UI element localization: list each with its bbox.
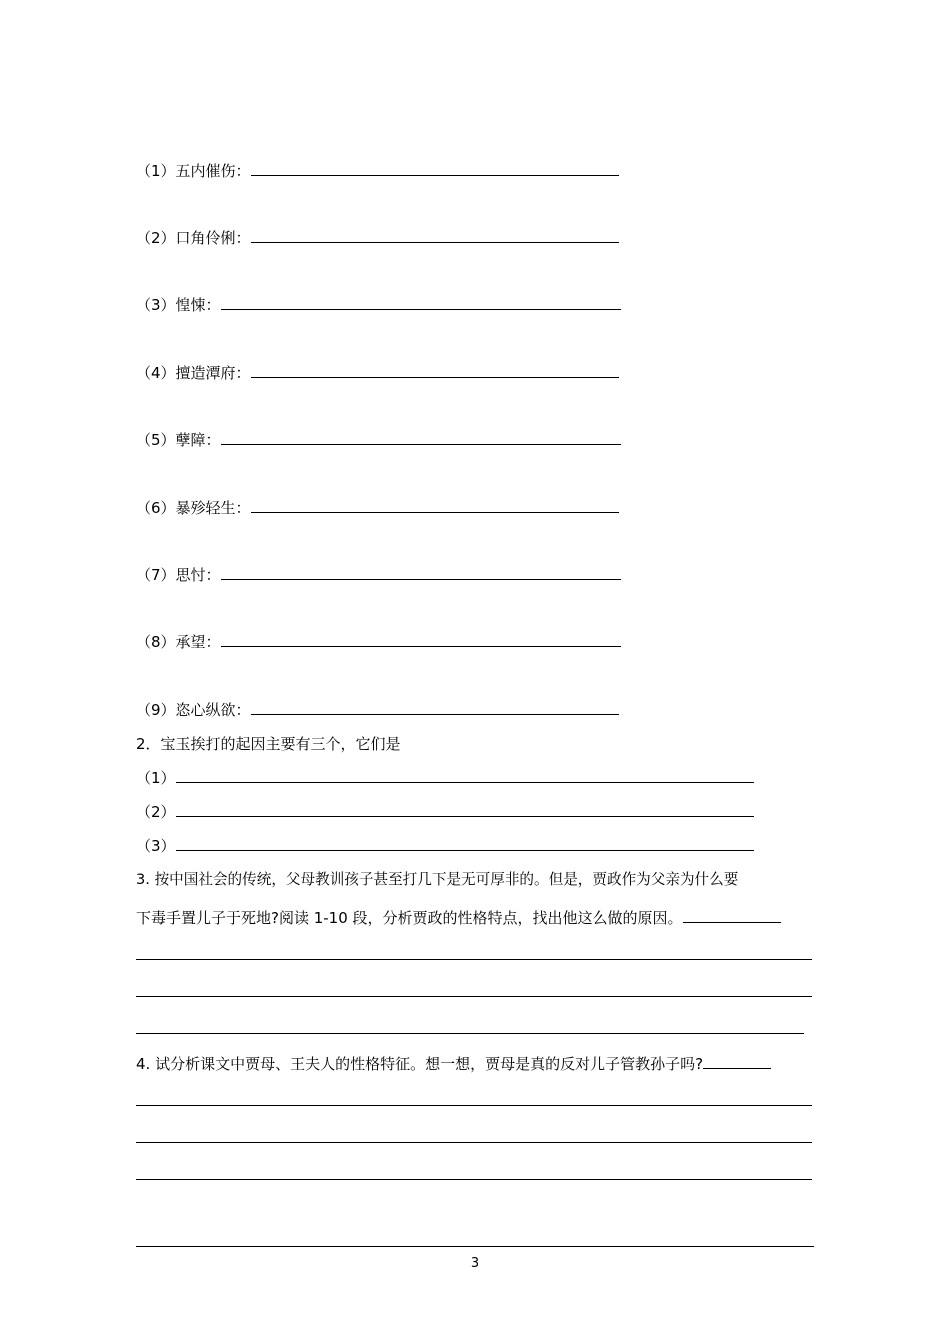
vocab-item-7 xyxy=(136,565,621,585)
vocab-label: （2）口角伶俐： xyxy=(136,229,251,247)
question-3-text-1: 3. 按中国社会的传统，父母教训孩子甚至打几下是无可厚非的。但是，贾政作为父亲为什么要 xyxy=(136,871,739,888)
vocab-label: （4）擅造潭府： xyxy=(136,364,251,382)
answer-blank[interactable] xyxy=(251,228,619,243)
answer-line[interactable] xyxy=(136,1105,812,1106)
question-2-text: 2．宝玉挨打的起因主要有三个，它们是 xyxy=(136,735,401,753)
vocab-label: （6）暴殄轻生： xyxy=(136,499,251,517)
item-label: （1） xyxy=(136,769,176,787)
answer-blank[interactable] xyxy=(176,836,754,851)
item-label: （2） xyxy=(136,803,176,821)
answer-blank[interactable] xyxy=(251,498,619,513)
vocab-label: （1）五内催伤： xyxy=(136,162,251,180)
question-2-item-2 xyxy=(136,802,754,822)
vocab-label: （3）惶悚： xyxy=(136,296,221,314)
footer-divider xyxy=(136,1246,814,1247)
vocab-label: （8）承望： xyxy=(136,633,221,651)
answer-blank[interactable] xyxy=(221,295,621,310)
question-2-item-3 xyxy=(136,836,754,856)
question-3-line-1 xyxy=(136,870,738,890)
vocab-item-3 xyxy=(136,295,621,315)
vocab-label: （5）孽障： xyxy=(136,431,221,449)
question-2 xyxy=(136,734,401,754)
answer-blank[interactable] xyxy=(176,802,754,817)
answer-blank[interactable] xyxy=(221,430,621,445)
answer-blank[interactable] xyxy=(251,161,619,176)
answer-line[interactable] xyxy=(136,1033,804,1034)
answer-line[interactable] xyxy=(136,1179,812,1180)
answer-line[interactable] xyxy=(136,1142,812,1143)
answer-blank[interactable] xyxy=(221,565,621,580)
answer-blank[interactable] xyxy=(683,908,781,923)
vocab-label: （9）恣心纵欲： xyxy=(136,701,251,719)
vocab-label: （7）思忖： xyxy=(136,566,221,584)
vocab-item-8 xyxy=(136,632,621,652)
answer-line[interactable] xyxy=(136,959,812,960)
vocab-item-2 xyxy=(136,228,619,248)
vocab-item-1 xyxy=(136,161,619,181)
answer-blank[interactable] xyxy=(703,1054,771,1069)
vocab-item-5 xyxy=(136,430,621,450)
item-label: （3） xyxy=(136,837,176,855)
answer-blank[interactable] xyxy=(176,768,754,783)
page-number: 3 xyxy=(470,1256,480,1271)
question-4-line-1 xyxy=(136,1054,771,1074)
vocab-item-6 xyxy=(136,498,619,518)
vocab-item-9 xyxy=(136,700,619,720)
answer-blank[interactable] xyxy=(251,700,619,715)
question-3-text-2: 下毒手置儿子于死地?阅读 1-10 段，分析贾政的性格特点，找出他这么做的原因。 xyxy=(136,909,683,927)
question-3-line-2 xyxy=(136,908,814,928)
answer-blank[interactable] xyxy=(221,632,621,647)
vocab-item-4 xyxy=(136,363,619,383)
answer-blank[interactable] xyxy=(251,363,619,378)
answer-line[interactable] xyxy=(136,996,812,997)
question-4-text-1: 4. 试分析课文中贾母、王夫人的性格特征。想一想，贾母是真的反对儿子管教孙子吗? xyxy=(136,1055,704,1073)
question-2-item-1 xyxy=(136,768,754,788)
